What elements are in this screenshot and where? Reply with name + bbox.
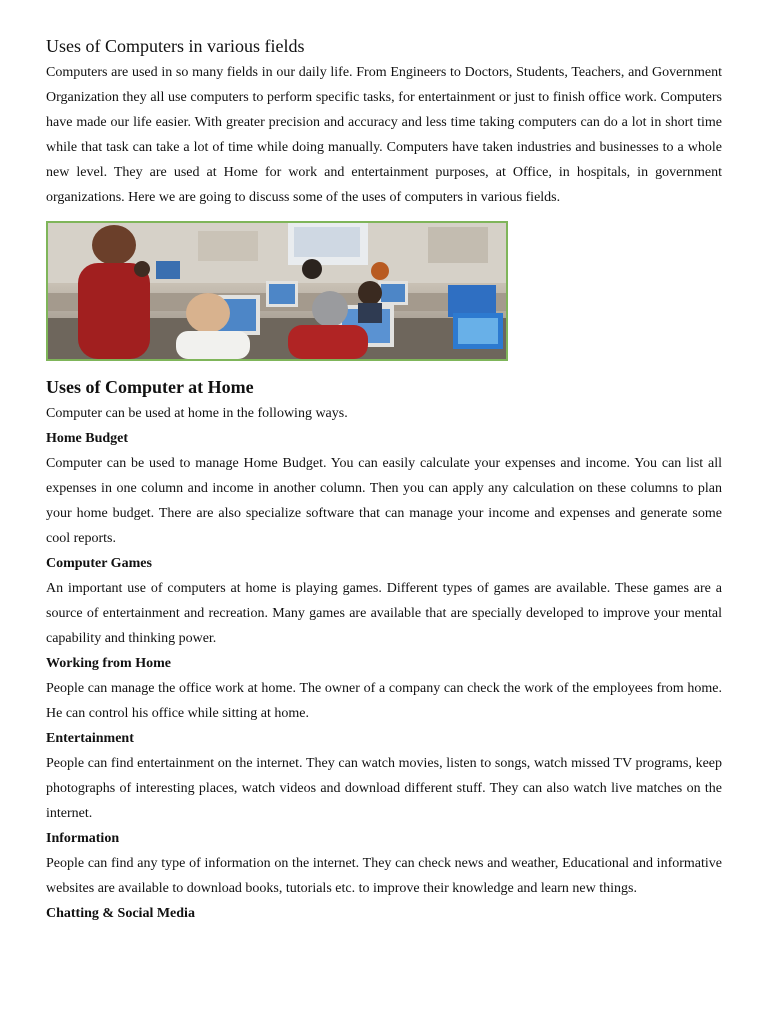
paragraph-entertainment: People can find entertainment on the internet. They can watch movies, listen to songs, watch missed TV programs, keep photographs of interesting places, watch videos and download different stuff. They can also watch live matches on the internet. <box>46 756 722 821</box>
computer-lab-photo <box>46 221 508 361</box>
subheading-home-budget: Home Budget <box>46 431 129 446</box>
paragraph-home-budget: Computer can be used to manage Home Budget. You can easily calculate your expenses and income. You can list all expenses in one column and income in another column. Then you can apply any calculation on these columns to plan your home budget. There are also specialize software that can manage your income and expenses and generate some cool reports. <box>46 456 722 546</box>
section-lead: Computer can be used at home in the following ways. <box>46 406 348 421</box>
document-page <box>46 34 722 926</box>
paragraph-information: People can find any type of information on the internet. They can check news and weather, Educational and informative websites are available to download books, tutorials etc. to improve their knowledge and learn new things. <box>46 856 722 896</box>
computer-lab-illustration <box>48 223 506 359</box>
subheading-computer-games: Computer Games <box>46 556 152 571</box>
document-title: Uses of Computers in various fields <box>46 36 305 56</box>
paragraph-computer-games: An important use of computers at home is playing games. Different types of games are available. These games are a source of entertainment and recreation. Many games are available that are specially developed to improve your mental capability and thinking power. <box>46 581 722 646</box>
section-heading-home: Uses of Computer at Home <box>46 377 254 397</box>
paragraph-working-from-home: People can manage the office work at home. The owner of a company can check the work of the employees from home. He can control his office while sitting at home. <box>46 681 722 721</box>
subheading-chatting-social-media: Chatting & Social Media <box>46 906 195 921</box>
subheading-working-from-home: Working from Home <box>46 656 171 671</box>
subheading-information: Information <box>46 831 120 846</box>
intro-paragraph: Computers are used in so many fields in our daily life. From Engineers to Doctors, Students, Teachers, and Government Organization they all use computers to perform specific tasks, for entertainment or just to finish office work. Computers have made our life easier. With greater precision and accuracy and less time taking computers can do a lot in short time while that task can take a lot of time while doing manually. Computers have taken industries and businesses to a whole new level. They are used at Home for work and entertainment purposes, at Office, in hospitals, in government organizations. Here we are going to discuss some of the uses of computers in various fields. <box>46 65 722 205</box>
subheading-entertainment: Entertainment <box>46 731 134 746</box>
